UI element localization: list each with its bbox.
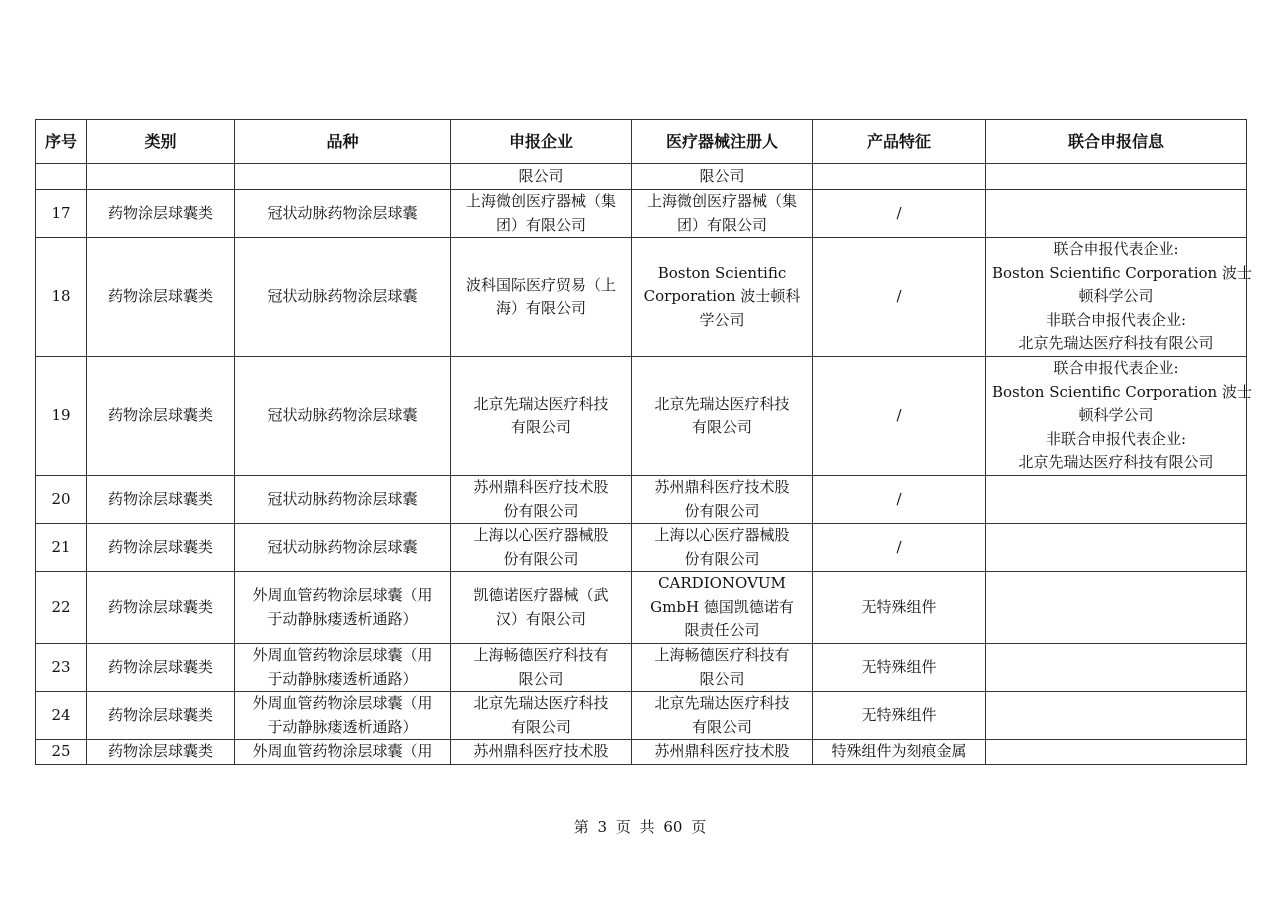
applicant-cell [451, 524, 632, 572]
row-number-cell: 21 [36, 524, 87, 572]
header-row [36, 120, 1247, 164]
registrant-line: 上海微创医疗器械（集 [646, 192, 797, 210]
applicant-line: 上海微创医疗器械（集 [465, 192, 616, 210]
row-number-cell: 17 [36, 190, 87, 238]
joint-info-cell [986, 692, 1247, 740]
variety-line: 冠状动脉药物涂层球囊 [267, 406, 418, 425]
row-number-cell: 20 [36, 476, 87, 524]
variety-line: 冠状动脉药物涂层球囊 [267, 537, 418, 556]
registrant-line: 学公司 [699, 310, 745, 329]
applicant-cell [451, 572, 632, 644]
category-cell: 药物涂层球囊类 [87, 476, 235, 524]
variety-cell [235, 644, 451, 692]
data-table [35, 119, 1252, 765]
applicant-line: 有限公司 [510, 418, 571, 436]
table-row [36, 740, 1247, 765]
feature-cell: 特殊组件为刻痕金属 [813, 740, 986, 765]
applicant-cell [451, 238, 632, 357]
category-cell: 药物涂层球囊类 [87, 740, 235, 765]
joint-info-cell [986, 740, 1247, 765]
variety-cell [235, 524, 451, 572]
registrant-line: Boston Scientific [657, 263, 787, 282]
variety-line: 外周血管药物涂层球囊（用 [252, 586, 433, 604]
header-category: 类别 [87, 120, 235, 164]
registrant-cell [632, 644, 813, 692]
row-number-cell: 19 [36, 357, 87, 476]
variety-line: 外周血管药物涂层球囊（用 [252, 646, 433, 664]
registrant-cell [632, 524, 813, 572]
registrant-line: 北京先瑞达医疗科技 [654, 394, 790, 413]
header-joint-info: 联合申报信息 [986, 120, 1247, 164]
registrant-line: 有限公司 [691, 418, 752, 436]
joint-info-cell [986, 572, 1247, 644]
joint-info-cell [986, 238, 1252, 357]
registrant-cell [632, 238, 813, 357]
table-row [36, 190, 1247, 238]
feature-cell: 无特殊组件 [813, 644, 986, 692]
applicant-line: 苏州鼎科医疗技术股 [473, 742, 609, 760]
header-variety: 品种 [235, 120, 451, 164]
variety-line: 冠状动脉药物涂层球囊 [267, 203, 418, 222]
joint-info-line: Boston Scientific Corporation 波士 [992, 263, 1252, 282]
row-number-cell: 24 [36, 692, 87, 740]
category-cell: 药物涂层球囊类 [87, 692, 235, 740]
joint-info-line: 顿科学公司 [1078, 287, 1154, 306]
variety-line: 冠状动脉药物涂层球囊 [267, 287, 418, 306]
joint-info-cell [986, 357, 1252, 476]
joint-info-line: 联合申报代表企业: [1053, 240, 1179, 259]
variety-line: 外周血管药物涂层球囊（用 [252, 742, 433, 760]
applicant-cell [451, 644, 632, 692]
row-number-cell: 22 [36, 572, 87, 644]
joint-info-line: 非联合申报代表企业: [1045, 429, 1187, 448]
table-row [36, 572, 1247, 644]
applicant-line: 凯德诺医疗器械（武 [473, 586, 609, 604]
registrant-cell [632, 476, 813, 524]
table-row [36, 476, 1247, 524]
feature-cell: / [813, 476, 986, 524]
joint-info-cell [986, 476, 1247, 524]
table-row [36, 692, 1247, 740]
joint-info-line: 北京先瑞达医疗科技有限公司 [1018, 453, 1214, 472]
applicant-line: 上海以心医疗器械股 [473, 526, 609, 544]
applicant-line: 有限公司 [510, 717, 571, 736]
variety-cell [235, 476, 451, 524]
variety-cell [235, 740, 451, 765]
registrant-line: 上海畅德医疗科技有 [654, 646, 790, 664]
category-cell: 药物涂层球囊类 [87, 524, 235, 572]
header-applicant: 申报企业 [451, 120, 632, 164]
variety-cell [235, 357, 451, 476]
category-cell: 药物涂层球囊类 [87, 190, 235, 238]
applicant-cell [451, 164, 632, 190]
table-row [36, 238, 1247, 357]
applicant-line: 汉）有限公司 [495, 609, 586, 628]
table-row [36, 357, 1247, 476]
joint-info-cell [986, 524, 1247, 572]
applicant-line: 北京先瑞达医疗科技 [473, 394, 609, 413]
applicant-line: 份有限公司 [503, 549, 579, 568]
table-row [36, 164, 1247, 190]
applicant-cell [451, 740, 632, 765]
category-cell: 药物涂层球囊类 [87, 357, 235, 476]
registrant-line: GmbH 德国凯德诺有 [650, 597, 794, 616]
registrant-line: 份有限公司 [684, 501, 760, 520]
feature-cell: 无特殊组件 [813, 572, 986, 644]
joint-info-line: 北京先瑞达医疗科技有限公司 [1018, 334, 1214, 353]
table-row [36, 524, 1247, 572]
header-registrant: 医疗器械注册人 [632, 120, 813, 164]
applicant-line: 海）有限公司 [495, 299, 586, 317]
registrant-cell [632, 190, 813, 238]
joint-info-line: 联合申报代表企业: [1053, 359, 1179, 378]
applicant-cell [451, 476, 632, 524]
category-cell [87, 164, 235, 190]
header-feature: 产品特征 [813, 120, 986, 164]
row-number-cell [36, 164, 87, 190]
registrant-line: 苏州鼎科医疗技术股 [654, 478, 790, 496]
registrant-line: 限公司 [699, 166, 745, 185]
registrant-cell [632, 572, 813, 644]
registrant-line: 限责任公司 [684, 621, 760, 640]
applicant-cell [451, 190, 632, 238]
page-footer: 第 3 页 共 60 页 [573, 818, 707, 836]
joint-info-cell [986, 644, 1247, 692]
variety-cell [235, 692, 451, 740]
category-cell: 药物涂层球囊类 [87, 572, 235, 644]
variety-cell [235, 164, 451, 190]
registrant-cell [632, 692, 813, 740]
applicant-cell [451, 357, 632, 476]
feature-cell: / [813, 357, 986, 476]
variety-line: 外周血管药物涂层球囊（用 [252, 694, 433, 712]
applicant-line: 限公司 [518, 166, 564, 185]
joint-info-line: 非联合申报代表企业: [1045, 310, 1187, 329]
variety-cell [235, 190, 451, 238]
joint-info-line: Boston Scientific Corporation 波士 [992, 382, 1252, 401]
registrant-cell [632, 740, 813, 765]
row-number-cell: 23 [36, 644, 87, 692]
registrant-line: 有限公司 [691, 717, 752, 736]
variety-line: 于动静脉瘘透析通路） [267, 717, 418, 736]
registrant-line: 限公司 [699, 669, 745, 688]
row-number-cell: 25 [36, 740, 87, 765]
registrant-cell [632, 357, 813, 476]
variety-line: 于动静脉瘘透析通路） [267, 669, 418, 688]
joint-info-cell [986, 190, 1247, 238]
registrant-line: 北京先瑞达医疗科技 [654, 694, 790, 712]
registrant-line: 团）有限公司 [676, 215, 767, 234]
applicant-line: 限公司 [518, 669, 564, 688]
table-body [36, 164, 1252, 765]
row-number-cell: 18 [36, 238, 87, 357]
variety-line: 冠状动脉药物涂层球囊 [267, 489, 418, 508]
applicant-line: 团）有限公司 [495, 215, 586, 234]
applicant-line: 份有限公司 [503, 501, 579, 520]
applicant-line: 上海畅德医疗科技有 [473, 646, 609, 664]
applicant-cell [451, 692, 632, 740]
feature-cell: 无特殊组件 [813, 692, 986, 740]
feature-cell [813, 164, 986, 190]
table-row [36, 644, 1247, 692]
variety-line: 于动静脉瘘透析通路） [267, 609, 418, 628]
feature-cell: / [813, 190, 986, 238]
category-cell: 药物涂层球囊类 [87, 238, 235, 357]
applicant-line: 波科国际医疗贸易（上 [465, 275, 616, 294]
applicant-line: 北京先瑞达医疗科技 [473, 694, 609, 712]
variety-cell [235, 238, 451, 357]
joint-info-line: 顿科学公司 [1078, 406, 1154, 425]
variety-cell [235, 572, 451, 644]
registrant-line: CARDIONOVUM [658, 574, 786, 593]
registrant-line: Corporation 波士顿科 [643, 287, 801, 306]
feature-cell: / [813, 524, 986, 572]
feature-cell: / [813, 238, 986, 357]
registrant-line: 苏州鼎科医疗技术股 [654, 742, 790, 760]
registrant-line: 上海以心医疗器械股 [654, 526, 790, 544]
applicant-line: 苏州鼎科医疗技术股 [473, 478, 609, 496]
registrant-cell [632, 164, 813, 190]
joint-info-cell [986, 164, 1247, 190]
category-cell: 药物涂层球囊类 [87, 644, 235, 692]
header-no: 序号 [36, 120, 87, 164]
registrant-line: 份有限公司 [684, 549, 760, 568]
